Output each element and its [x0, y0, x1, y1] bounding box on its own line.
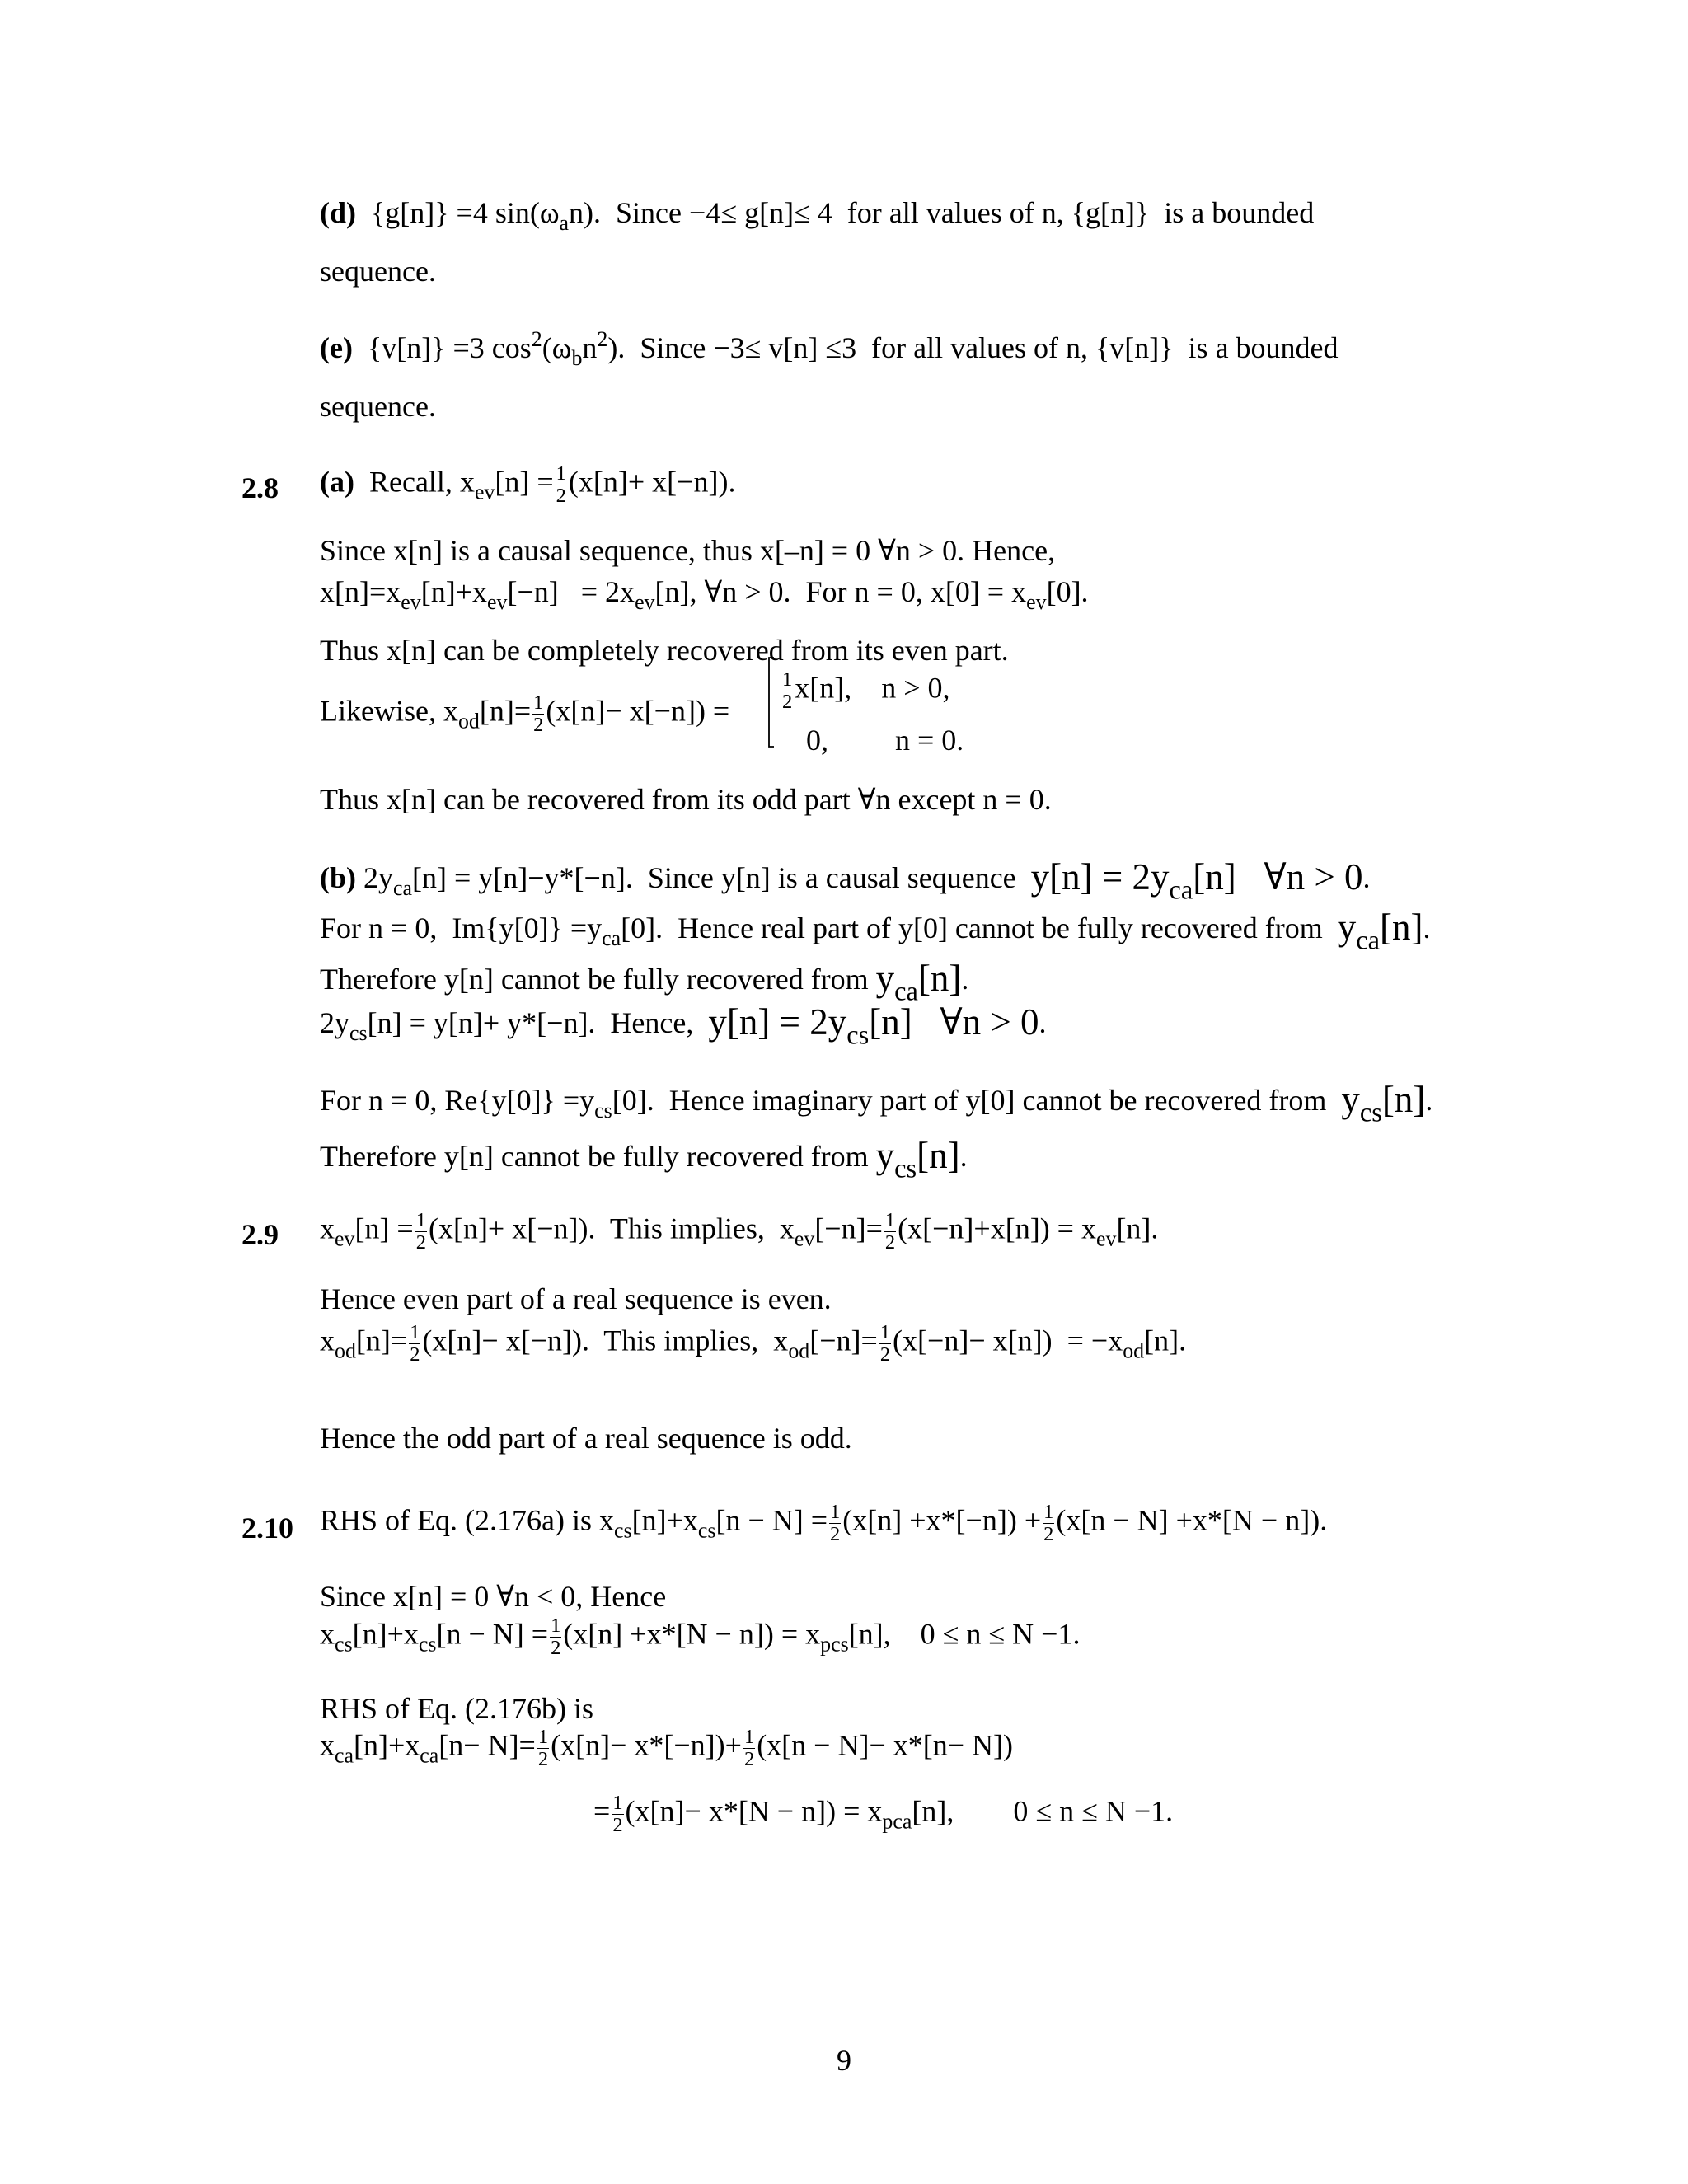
line-2-9-odd-text: Hence the odd part of a real sequence is odd.: [320, 1422, 852, 1455]
line-2-8-b: (b) $2y_{ca}[n] = y[n]-y*[-n]$. Since y[n] is a causal sequence $y[n] = 2y_{ca}[n]$ ∀n > 0.: [320, 856, 1371, 906]
line-2-9-even: $x_{ev}[n]$ = $\frac{1}{2}$ (x[n]+ x[−n]). This implies, $x_{ev}[-n]=$ $\frac{1}{2}$ $(x[-n]+x[n]) = x_{ev}[n]$.: [320, 1209, 1159, 1254]
line-part-d-end: sequence.: [320, 255, 436, 288]
line-2-8-thus-even: Thus x[n] can be completely recovered from its even part.: [320, 634, 1009, 667]
line-2-10-pcs: $x_{cs}[n]+x_{cs}[n - N]$ = $\frac{1}{2}$ $(x[n] +x*[N - n]) = x_{pcs}[n]$, 0 ≤ n ≤ N −1.: [320, 1615, 1081, 1659]
part-label-a: (a): [320, 465, 354, 499]
piecewise-brace: [767, 657, 775, 748]
line-2-9-even-text: Hence even part of a real sequence is even.: [320, 1282, 832, 1315]
line-2-8-b-therefore-ca: Therefore y[n] cannot be fully recovered from $y_{ca}[n]$.: [320, 958, 969, 1007]
line-2-8-a: (a) Recall, $x_{ev}[n]$ = $\frac{1}{2}$ (x[n]+ x[−n]).: [320, 462, 736, 507]
part-label-b: (b): [320, 860, 356, 894]
line-2-8-b-re: For n = 0, $Re\{y[0]\} =y_{cs}[0]$. Hence imaginary part of y[0] cannot be recovered from $y_{cs}[n]$.: [320, 1079, 1433, 1128]
recall-word: Recall,: [368, 465, 452, 499]
line-part-e-end: sequence.: [320, 390, 436, 423]
line-2-8-since: Since x[n] is a causal sequence, thus x[–n] = 0 ∀n > 0. Hence,: [320, 534, 1056, 567]
line-2-10-rhs-a: RHS of Eq. (2.176a) is $x_{cs}[n]+x_{cs}[n - N]$ = $\frac{1}{2}$ (x[n] +x*[−n]) + $\frac{1}{2}$ (x[n − N] +x*[N − n]).: [320, 1501, 1328, 1545]
line-part-d: (d) {g[n]} =4 $\sin(\omega_an)$. Since −4≤ g[n]≤ 4 for all values of n, {g[n]} is a bounded: [320, 196, 1315, 236]
part-label-e: (e): [320, 331, 353, 364]
line-2-10-pca: = $\frac{1}{2}$ $(x[n]- x*[N - n]) = x_{pca}[n]$, 0 ≤ n ≤ N −1.: [593, 1792, 1174, 1836]
line-2-10-since: Since x[n] = 0 ∀n < 0, Hence: [320, 1580, 667, 1613]
therefore-text-cs: Therefore y[n] cannot be fully recovered from: [320, 1139, 876, 1173]
problem-number-2-8: 2.8: [241, 471, 279, 504]
line-part-e: (e) {v[n]} =3 $\cos^2(\omega_bn^2)$. Since −3≤ v[n] ≤3 for all values of n, {v[n]} is a bounded: [320, 326, 1339, 371]
line-2-8-thus-odd: Thus x[n] can be recovered from its odd part ∀n except n = 0.: [320, 783, 1052, 816]
line-2-8-even-sum: $x[n]=x_{ev}[n]+x_{ev}[-n] = 2x_{ev}[n]$, ∀n > 0. For n = 0, $x[0] = x_{ev}[0]$.: [320, 575, 1089, 615]
part-label-d: (d): [320, 196, 356, 229]
line-2-8-likewise: Likewise, $x_{od}[n]=$ $\frac{1}{2}$ (x[n]− x[−n]) =: [320, 691, 730, 736]
line-2-9-odd: $x_{od}[n]=$ $\frac{1}{2}$ (x[n]− x[−n]). This implies, $x_{od}[-n]=$ $\frac{1}{2}$ $(x[-n]- x[n]) = -x_{od}[n]$.: [320, 1321, 1187, 1366]
line-2-8-b-cs: $2y_{cs}[n] = y[n]+ y*[-n]$. Hence, $y[n] = 2y_{cs}[n]$ ∀n > 0.: [320, 1001, 1047, 1051]
line-2-10-ca: $x_{ca}[n]+x_{ca}[n- N]=$ $\frac{1}{2}$ (x[n]− x*[−n])+ $\frac{1}{2}$ (x[n − N]− x*[n− N]): [320, 1726, 1014, 1770]
line-2-10-rhs-b: RHS of Eq. (2.176b) is: [320, 1692, 593, 1725]
line-2-8-case1: $\frac{1}{2}$ x[n], n > 0,: [782, 668, 950, 713]
line-2-8-b-therefore-cs: Therefore y[n] cannot be fully recovered from $y_{cs}[n]$.: [320, 1135, 968, 1184]
rhs-a-text: RHS of Eq. (2.176a) is: [320, 1503, 592, 1537]
line-2-8-case2: 0, n = 0.: [806, 724, 964, 757]
therefore-text-ca: Therefore y[n] cannot be fully recovered from: [320, 962, 876, 996]
problem-number-2-9: 2.9: [241, 1218, 279, 1251]
page-number: 9: [837, 2044, 851, 2077]
line-2-8-b-im: For n = 0, $Im\{y[0]\} =y_{ca}[0]$. Hence real part of y[0] cannot be fully recovered from $y_{ca}[n]$.: [320, 907, 1431, 956]
likewise-word: Likewise,: [320, 694, 436, 728]
problem-number-2-10: 2.10: [241, 1511, 293, 1544]
